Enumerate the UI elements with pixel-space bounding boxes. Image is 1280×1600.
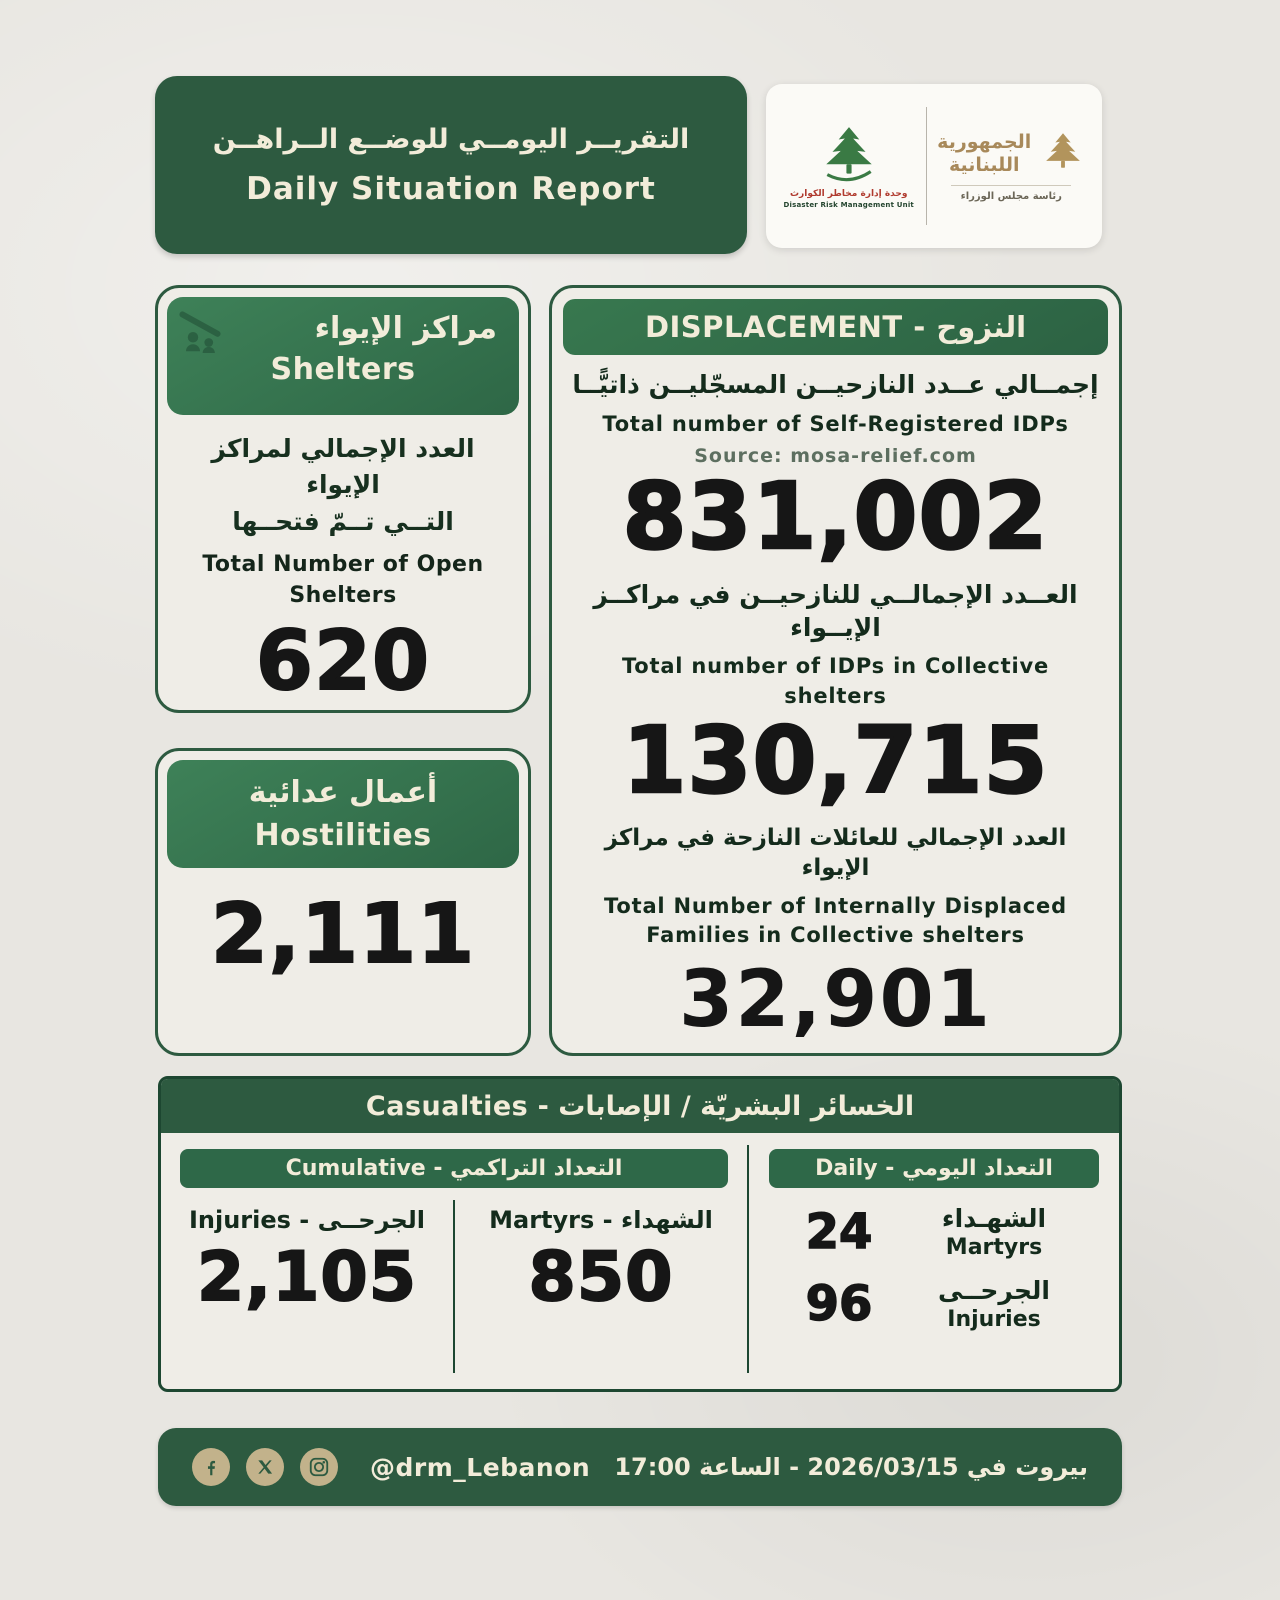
cumulative-martyrs-count: 850 <box>528 1238 674 1317</box>
cumulative-martyrs-cell <box>455 1196 747 1389</box>
daily-martyrs-count: 24 <box>805 1204 873 1260</box>
instagram-icon[interactable] <box>300 1448 338 1486</box>
drm-caption-english: Disaster Risk Management Unit <box>783 200 914 209</box>
casualties-body <box>161 1133 1119 1389</box>
daily-martyrs-row <box>749 1204 1119 1260</box>
social-handle: @drm_Lebanon <box>370 1452 591 1482</box>
casualties-header: الخسائر البشريّة / الإصابات - Casualties <box>161 1079 1119 1133</box>
drm-cedar-tree-icon <box>818 124 880 186</box>
gov-caption: رئاسة مجلس الوزراء <box>951 185 1071 202</box>
gov-calligraphy-title: الجمهورية اللبنانية <box>937 130 1032 176</box>
shelters-description-english: Total Number of Open Shelters <box>202 551 484 608</box>
daily-injuries-count: 96 <box>805 1276 873 1332</box>
shelters-title-arabic: مراكز الإيواء <box>314 311 497 346</box>
government-logo-row <box>936 131 1086 177</box>
cumulative-panel <box>161 1133 747 1389</box>
government-logo <box>932 131 1090 202</box>
shelters-description-arabic-line1: العدد الإجمالي لمراكز الإيواء <box>211 434 475 500</box>
cumulative-injuries-count: 2,105 <box>196 1238 418 1317</box>
daily-injuries-label-english: Injuries <box>947 1307 1041 1332</box>
collective-shelters-label-english: Total number of IDPs in Collective shelters <box>621 654 1050 708</box>
shelter-people-icon <box>179 307 235 357</box>
daily-injuries-label-arabic: الجرحــى <box>938 1276 1050 1305</box>
open-shelters-count: 620 <box>255 614 431 710</box>
shelters-description-arabic-line2: التــي تــمّ فتحــها <box>232 506 454 536</box>
self-registered-idps-count: 831,002 <box>622 462 1049 570</box>
report-datetime: بيروت في 2026/03/15 - الساعة 17:00 <box>614 1453 1088 1481</box>
logo-card <box>766 84 1102 248</box>
hostilities-title-arabic: أعمال عدائية <box>248 775 438 810</box>
cumulative-panel-title: Cumulative - التعداد التراكمي <box>180 1149 728 1188</box>
daily-panel <box>749 1133 1119 1389</box>
drm-logo <box>778 124 920 209</box>
shelters-description-arabic <box>158 431 528 540</box>
cumulative-martyrs-label: Martyrs - الشهداء <box>489 1206 713 1234</box>
gov-cedar-tree-icon <box>1040 131 1086 177</box>
idps-in-collective-shelters-count: 130,715 <box>622 707 1049 815</box>
displaced-families-count: 32,901 <box>679 955 992 1046</box>
daily-martyrs-label-english: Martyrs <box>945 1235 1043 1260</box>
displaced-families-label-english: Total Number of Internally Displaced Families in Collective shelters <box>604 893 1067 948</box>
hostilities-card <box>155 748 531 1056</box>
daily-martyrs-label-arabic: الشهـداء <box>941 1204 1047 1233</box>
report-title-arabic: التقريــر اليومــي للوضــع الــراهــن <box>212 123 690 155</box>
self-registered-source: Source: mosa-relief.com <box>694 444 977 467</box>
casualties-section <box>158 1076 1122 1392</box>
daily-injuries-label <box>919 1276 1069 1332</box>
logo-divider <box>926 107 927 225</box>
report-header <box>155 76 747 254</box>
hostilities-title-english: Hostilities <box>254 818 432 853</box>
facebook-icon[interactable] <box>192 1448 230 1486</box>
cumulative-injuries-cell <box>161 1196 453 1389</box>
footer-bar <box>158 1428 1122 1506</box>
daily-injuries-row <box>749 1276 1119 1332</box>
cumulative-values-row <box>161 1196 747 1389</box>
daily-martyrs-label <box>919 1204 1069 1260</box>
displacement-card <box>549 285 1122 1056</box>
social-links <box>192 1448 590 1486</box>
daily-panel-title: Daily - التعداد اليومي <box>769 1149 1099 1188</box>
x-twitter-icon[interactable] <box>246 1448 284 1486</box>
drm-caption-arabic: وحدة إدارة مخاطر الكوارث <box>790 188 908 199</box>
self-registered-label-english: Total number of Self-Registered IDPs <box>602 411 1069 436</box>
report-title-english: Daily Situation Report <box>246 170 656 207</box>
hostilities-card-header <box>167 760 519 868</box>
hostilities-count: 2,111 <box>210 887 476 982</box>
self-registered-label-arabic: إجمــالي عــدد النازحيــن المسجّليــن ذاتيًّــا <box>572 370 1099 399</box>
shelters-card-header <box>167 297 519 415</box>
shelters-card <box>155 285 531 713</box>
displaced-families-label-arabic: العدد الإجمالي للعائلات النازحة في مراكز الإيواء <box>604 824 1067 881</box>
collective-shelters-label-arabic: العــدد الإجمالــي للنازحيــن في مراكــز الإيــواء <box>593 580 1078 642</box>
displacement-card-header: DISPLACEMENT - النزوح <box>563 299 1108 355</box>
cumulative-injuries-label: Injuries - الجرحــى <box>188 1206 426 1234</box>
shelters-title-english: Shelters <box>270 352 416 387</box>
